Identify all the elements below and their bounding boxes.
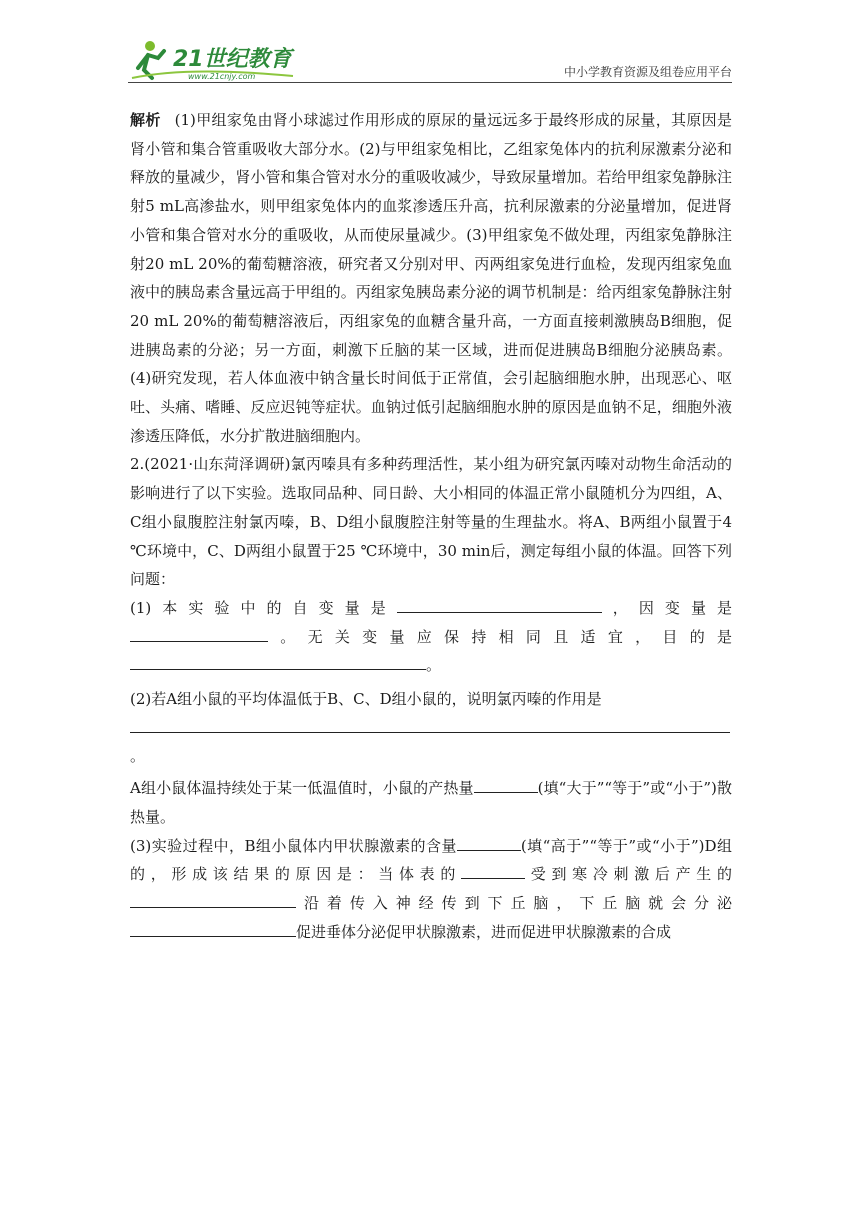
platform-name: 中小学教育资源及组卷应用平台 (563, 65, 732, 79)
question-2-part-2-line-3: A组小鼠体温持续处于某一低温值时，小鼠的产热量 (填“大于”“等于”或“小于”)散热量。 (130, 774, 732, 831)
question-2-part-2-line-2: 。 (130, 714, 732, 771)
answer-blank-9[interactable] (130, 920, 296, 937)
analysis-paragraph (130, 106, 732, 450)
question-2-part-1-line-2: 。无关变量应保持相同且适宜，目的是 (130, 623, 732, 652)
question-2-part-3: (3)实验过程中，B组小鼠体内甲状腺激素的含量 (填“高于”“等于”或“小于”)D组的，形成该结果的原因是：当体表的 受到寒冷刺激后产生的沿着传入神经传到下丘脑，下丘脑就会分泌促进垂体分泌促甲状腺激素，进而促进甲状腺激素的合成 (130, 832, 732, 947)
answer-blank-3[interactable] (130, 654, 426, 671)
analysis-text: (1)甲组家兔由肾小球滤过作用形成的原尿的量远远多于最终形成的尿量，其原因是肾小管和集合管重吸收大部分水。(2)与甲组家兔相比，乙组家兔体内的抗利尿激素分泌和释放的量减少，肾小管和集合管对水分的重吸收减少，导致尿量增加。若给甲组家兔静脉注射5 mL高渗盐水，则甲组家兔体内的血浆渗透压升高，抗利尿激素的分泌量增加，促进肾小管和集合管对水分的重吸收，从而使尿量减少。(3)甲组家兔不做处理，丙组家兔静脉注射20 mL 20%的葡萄糖溶液，研究者又分别对甲、丙两组家兔进行血检，发现丙组家兔血液中的胰岛素含量远高于甲组的。丙组家兔胰岛素分泌的调节机制是：给丙组家兔静脉注射20 mL 20%的葡萄糖溶液后，丙组家兔的血糖含量升高，一方面直接刺激胰岛B细胞，促进胰岛素的分泌；另一方面，刺激下丘脑的某一区域，进而促进胰岛B细胞分泌胰岛素。(4)研究发现，若人体血液中钠含量长时间低于正常值，会引起脑细胞水肿，出现恶心、呕吐、头痛、嗜睡、反应迟钝等症状。血钠过低引起脑细胞水肿的原因是血钠不足，细胞外液渗透压降低，水分扩散进脑细胞内。 (130, 111, 732, 445)
answer-blank-6[interactable] (457, 834, 521, 851)
answer-blank-4[interactable] (130, 716, 730, 733)
logo-mark-icon (128, 38, 298, 82)
header-rule (128, 82, 732, 83)
question-2-part-1-line-3: 。 (130, 651, 732, 680)
analysis-label: 解析 (130, 111, 161, 129)
document-body (130, 106, 732, 946)
answer-blank-5[interactable] (474, 776, 538, 793)
page-header (0, 0, 860, 90)
answer-blank-7[interactable] (461, 863, 525, 880)
question-2-part-2-line-1: (2)若A组小鼠的平均体温低于B、C、D组小鼠的，说明氯丙嗪的作用是 (130, 690, 602, 709)
logo (128, 38, 298, 82)
question-2-stem: 2.(2021·山东菏泽调研)氯丙嗪具有多种药理活性，某小组为研究氯丙嗪对动物生命活动的影响进行了以下实验。选取同品种、同日龄、大小相同的体温正常小鼠随机分为四组，A、C组小鼠腹腔注射氯丙嗪，B、D组小鼠腹腔注射等量的生理盐水。将A、B两组小鼠置于4 ℃环境中，C、D两组小鼠置于25 ℃环境中，30 min后，测定每组小鼠的体温。回答下列问题： (130, 455, 732, 589)
answer-blank-8[interactable] (130, 891, 296, 908)
svg-text:21世纪教育: 21世纪教育 (173, 47, 292, 72)
answer-blank-2[interactable] (130, 625, 268, 642)
svg-text:www.21cnjy.com: www.21cnjy.com (188, 72, 256, 81)
answer-blank-1[interactable] (397, 596, 602, 613)
question-2-part-1-line-1: (1)本实验中的自变量是 ，因变量是 (130, 594, 732, 623)
